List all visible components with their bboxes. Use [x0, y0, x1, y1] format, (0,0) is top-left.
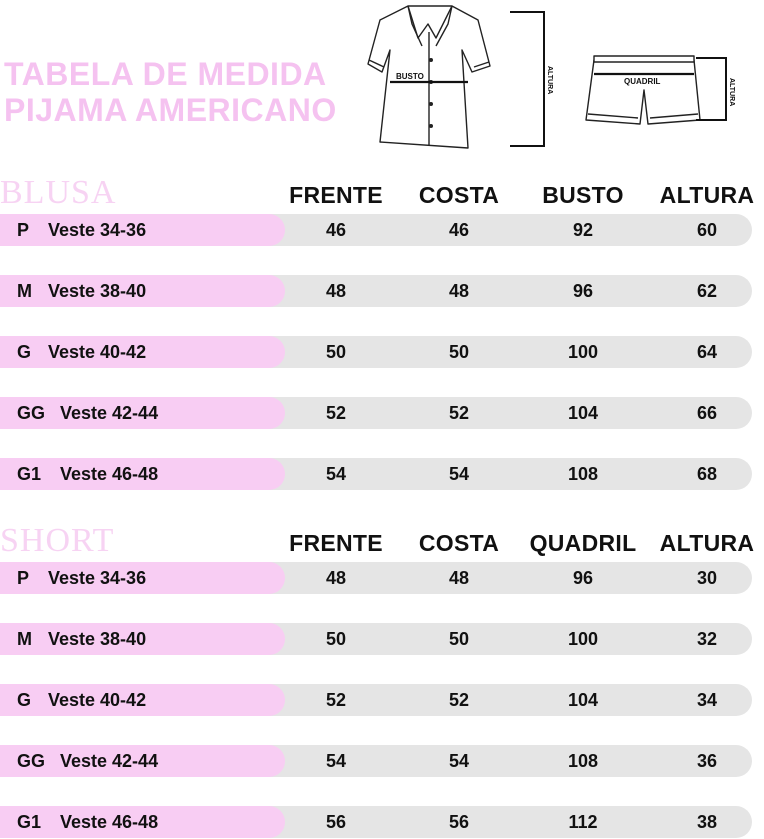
page-title-line1: TABELA DE MEDIDA — [4, 56, 327, 92]
page-title-line2: PIJAMA AMERICANO — [4, 92, 337, 128]
shirt-altura-label: ALTURA — [546, 66, 553, 95]
table-row — [0, 623, 764, 655]
blusa-section-label: BLUSA — [0, 174, 117, 211]
cell-busto: 108 — [567, 464, 599, 484]
blusa-header-frente: FRENTE — [289, 182, 383, 208]
cell-quadril: 100 — [567, 629, 599, 649]
short-header-costa: COSTA — [418, 530, 500, 556]
veste-range: Veste 34-36 — [48, 568, 147, 588]
cell-costa: 54 — [448, 464, 470, 484]
size-code: GG — [17, 751, 46, 771]
cell-frente: 52 — [325, 690, 347, 710]
cell-altura: 68 — [696, 464, 718, 484]
cell-quadril: 104 — [567, 690, 599, 710]
short-illustration — [580, 50, 764, 130]
cell-costa: 48 — [448, 281, 470, 301]
cell-altura: 66 — [696, 403, 718, 423]
cell-costa: 50 — [448, 342, 470, 362]
cell-costa: 56 — [448, 812, 470, 832]
cell-altura: 34 — [696, 690, 718, 710]
veste-range: Veste 42-44 — [60, 403, 159, 423]
cell-altura: 64 — [696, 342, 718, 362]
veste-range: Veste 40-42 — [48, 342, 147, 362]
cell-busto: 104 — [567, 403, 599, 423]
cell-quadril: 112 — [568, 812, 598, 832]
cell-altura: 30 — [696, 568, 718, 588]
table-row — [0, 275, 764, 307]
veste-range: Veste 34-36 — [48, 220, 147, 240]
size-code: M — [17, 281, 32, 301]
cell-altura: 60 — [696, 220, 718, 240]
table-row — [0, 214, 764, 246]
shirt-illustration — [360, 2, 560, 154]
short-header-quadril: QUADRIL — [529, 530, 637, 556]
cell-frente: 46 — [325, 220, 347, 240]
size-code: G1 — [17, 464, 42, 484]
cell-altura: 38 — [696, 812, 718, 832]
table-row — [0, 397, 764, 429]
table-row — [0, 745, 764, 777]
table-row — [0, 458, 764, 490]
shirt-busto-label: BUSTO — [396, 72, 424, 81]
cell-frente: 50 — [325, 342, 347, 362]
cell-busto: 92 — [572, 220, 594, 240]
page-title — [4, 56, 364, 128]
cell-busto: 96 — [572, 281, 594, 301]
blusa-header-altura: ALTURA — [659, 182, 755, 208]
size-code: P — [17, 220, 30, 240]
veste-range: Veste 46-48 — [60, 812, 159, 832]
short-header-frente: FRENTE — [289, 530, 383, 556]
cell-frente: 48 — [325, 568, 347, 588]
table-row — [0, 336, 764, 368]
short-quadril-label: QUADRIL — [624, 77, 661, 86]
cell-frente: 50 — [325, 629, 347, 649]
table-row — [0, 806, 764, 838]
cell-altura: 36 — [696, 751, 718, 771]
cell-busto: 100 — [567, 342, 599, 362]
cell-frente: 56 — [325, 812, 347, 832]
cell-frente: 54 — [325, 464, 347, 484]
cell-costa: 54 — [448, 751, 470, 771]
cell-costa: 50 — [448, 629, 470, 649]
short-header-altura: ALTURA — [659, 530, 755, 556]
size-code: GG — [17, 403, 46, 423]
cell-frente: 52 — [325, 403, 347, 423]
cell-costa: 46 — [448, 220, 470, 240]
short-section-label: SHORT — [0, 522, 115, 559]
veste-range: Veste 42-44 — [60, 751, 159, 771]
size-code: G — [17, 690, 32, 710]
blusa-header-costa: COSTA — [418, 182, 500, 208]
cell-frente: 48 — [325, 281, 347, 301]
cell-altura: 32 — [696, 629, 718, 649]
cell-costa: 52 — [448, 403, 470, 423]
cell-costa: 52 — [448, 690, 470, 710]
veste-range: Veste 38-40 — [48, 281, 147, 301]
veste-range: Veste 40-42 — [48, 690, 147, 710]
size-code: G — [17, 342, 32, 362]
table-row — [0, 562, 764, 594]
table-row — [0, 684, 764, 716]
short-altura-label: ALTURA — [728, 78, 735, 107]
size-code: M — [17, 629, 32, 649]
cell-altura: 62 — [696, 281, 718, 301]
blusa-header-busto: BUSTO — [542, 182, 624, 208]
cell-costa: 48 — [448, 568, 470, 588]
size-code: P — [17, 568, 30, 588]
veste-range: Veste 38-40 — [48, 629, 147, 649]
cell-quadril: 96 — [572, 568, 594, 588]
cell-frente: 54 — [325, 751, 347, 771]
cell-quadril: 108 — [567, 751, 599, 771]
veste-range: Veste 46-48 — [60, 464, 159, 484]
size-code: G1 — [17, 812, 42, 832]
